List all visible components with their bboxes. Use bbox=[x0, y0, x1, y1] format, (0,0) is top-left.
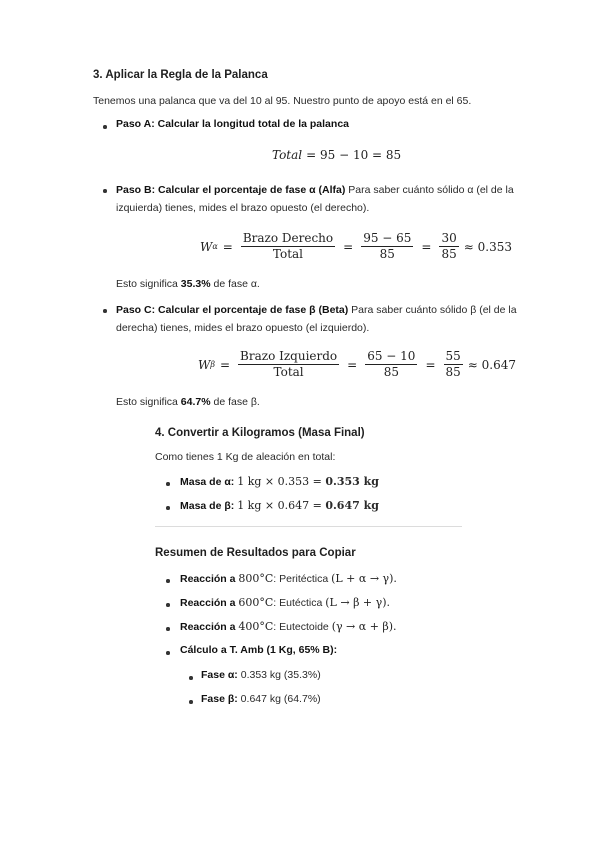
section-4-title: 4. Convertir a Kilogramos (Masa Final) bbox=[155, 427, 365, 439]
section-3-title: 3. Aplicar la Regla de la Palanca bbox=[93, 69, 268, 81]
section-4-intro: Como tienes 1 Kg de aleación en total: bbox=[155, 451, 336, 463]
bullet bbox=[189, 700, 193, 704]
phase-alpha: Fase α: 0.353 kg (35.3%) bbox=[201, 669, 321, 681]
step-b-label: Paso B: Calcular el porcentaje de fase α (Alfa) bbox=[116, 184, 346, 196]
bullet bbox=[166, 482, 170, 486]
divider bbox=[155, 526, 462, 527]
reaction-800: Reacción a 800°C: Peritéctica (L + α → γ). bbox=[180, 572, 397, 585]
calc-label: Cálculo a T. Amb (1 Kg, 65% B): bbox=[180, 644, 338, 656]
reaction-600: Reacción a 600°C: Eutéctica (L → β + γ). bbox=[180, 596, 391, 609]
bullet bbox=[103, 309, 107, 313]
phase-beta: Fase β: 0.647 kg (64.7%) bbox=[201, 693, 321, 705]
mass-alpha: Masa de α: 1 kg × 0.353 = 0.353 kg bbox=[180, 475, 379, 488]
step-b-paragraph: Paso B: Calcular el porcentaje de fase α (Alfa) Para saber cuánto sólido α (el de la izquierda) tienes, mides el brazo opuesto (el derecho). bbox=[116, 184, 514, 214]
section-3-intro: Tenemos una palanca que va del 10 al 95. Nuestro punto de apoyo está en el 65. bbox=[93, 95, 472, 107]
bullet bbox=[103, 125, 107, 129]
step-a-equation: Total = 95 − 10 = 85 bbox=[272, 148, 402, 162]
bullet bbox=[189, 676, 193, 680]
bullet bbox=[166, 627, 170, 631]
step-c-equation: W β = $\frac{\text{Brazo Izquierdo}}{\text{Total}}$ = $\frac{65 - 10}{85}$ = $\frac{55}{85}$ ≈ 0.647 bbox=[198, 349, 517, 379]
bullet bbox=[166, 603, 170, 607]
step-b-equation: W α = $\frac{\text{Brazo Derecho}}{\text{Total}}$ = $\frac{95 - 65}{85}$ = $\frac{30}{85}$ ≈ 0.353 bbox=[200, 231, 512, 261]
mass-beta: Masa de β: 1 kg × 0.647 = 0.647 kg bbox=[180, 499, 379, 512]
bullet bbox=[166, 579, 170, 583]
bullet bbox=[166, 651, 170, 655]
summary-title: Resumen de Resultados para Copiar bbox=[155, 547, 356, 559]
step-a-label: Paso A: Calcular la longitud total de la palanca bbox=[116, 118, 349, 130]
step-b-meaning: Esto significa 35.3% de fase α. bbox=[116, 278, 260, 290]
step-c-label: Paso C: Calcular el porcentaje de fase β (Beta) bbox=[116, 304, 349, 316]
bullet bbox=[166, 506, 170, 510]
reaction-400: Reacción a 400°C: Eutectoide (γ → α + β). bbox=[180, 620, 397, 633]
step-c-paragraph: Paso C: Calcular el porcentaje de fase β (Beta) Para saber cuánto sólido β (el de la derecha) tienes, mides el brazo opuesto (el izquierdo). bbox=[116, 304, 517, 334]
bullet bbox=[103, 189, 107, 193]
step-c-meaning: Esto significa 64.7% de fase β. bbox=[116, 396, 260, 408]
